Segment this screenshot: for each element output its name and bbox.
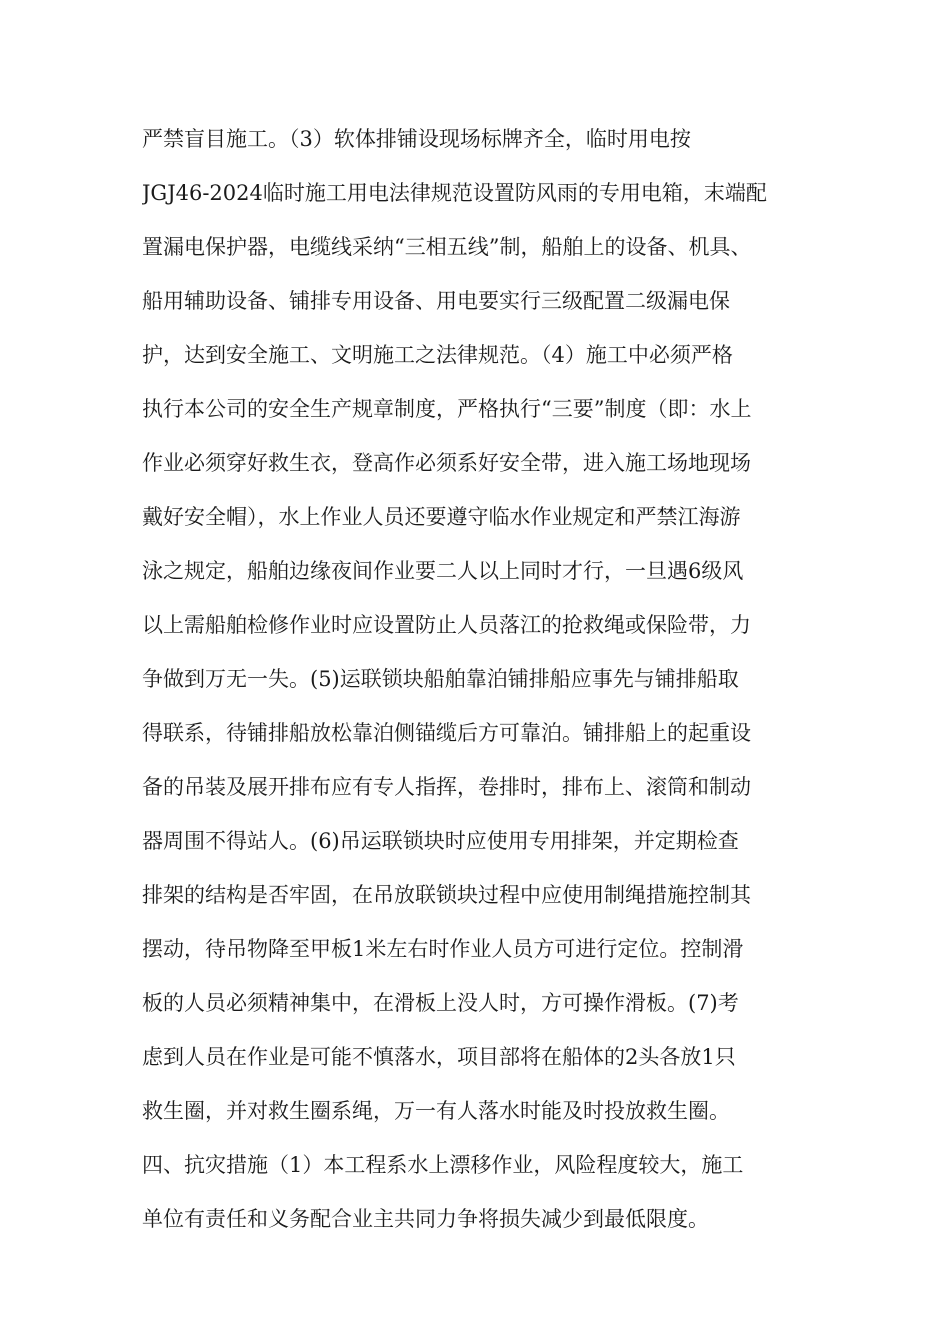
text-line: 器周围不得站人。(6)吊运联锁块时应使用专用排架，并定期检查 [142,829,739,853]
text-line: 船用辅助设备、铺排专用设备、用电要实行三级配置二级漏电保 [142,289,730,313]
text-line: 作业必须穿好救生衣，登高作必须系好安全带，进入施工场地现场 [142,451,751,475]
text-line: 严禁盲目施工。（3）软体排铺设现场标牌齐全，临时用电按 [142,127,691,151]
text-line: 救生圈，并对救生圈系绳，万一有人落水时能及时投放救生圈。 [142,1099,730,1123]
text-line: 争做到万无一失。(5)运联锁块船舶靠泊铺排船应事先与铺排船取 [142,667,739,691]
text-line: 护，达到安全施工、文明施工之法律规范。（4）施工中必须严格 [142,343,733,367]
text-line: 板的人员必须精神集中，在滑板上没人时，方可操作滑板。(7)考 [142,991,739,1015]
text-line: 排架的结构是否牢固，在吊放联锁块过程中应使用制绳措施控制其 [142,883,751,907]
text-line: 以上需船舶检修作业时应设置防止人员落江的抢救绳或保险带，力 [142,613,751,637]
text-line: JGJ46-2024临时施工用电法律规范设置防风雨的专用电箱，末端配 [142,181,767,205]
text-line: 执行本公司的安全生产规章制度，严格执行“三要”制度（即：水上 [142,397,752,421]
text-line: 单位有责任和义务配合业主共同力争将损失减少到最低限度。 [142,1207,709,1231]
text-line: 摆动，待吊物降至甲板1米左右时作业人员方可进行定位。控制滑 [142,937,744,961]
text-line: 得联系，待铺排船放松靠泊侧锚缆后方可靠泊。铺排船上的起重设 [142,721,751,745]
text-line: 泳之规定，船舶边缘夜间作业要二人以上同时才行，一旦遇6级风 [142,559,744,583]
text-line: 戴好安全帽），水上作业人员还要遵守临水作业规定和严禁江海游 [142,505,741,529]
text-line: 备的吊装及展开排布应有专人指挥，卷排时，排布上、滚筒和制动 [142,775,751,799]
body-text [142,112,822,1246]
text-line: 四、抗灾措施（1）本工程系水上漂移作业，风险程度较大，施工 [142,1153,744,1177]
text-line: 置漏电保护器，电缆线采纳“三相五线”制，船舶上的设备、机具、 [142,235,752,259]
text-line: 虑到人员在作业是可能不慎落水，项目部将在船体的2头各放1只 [142,1045,736,1069]
